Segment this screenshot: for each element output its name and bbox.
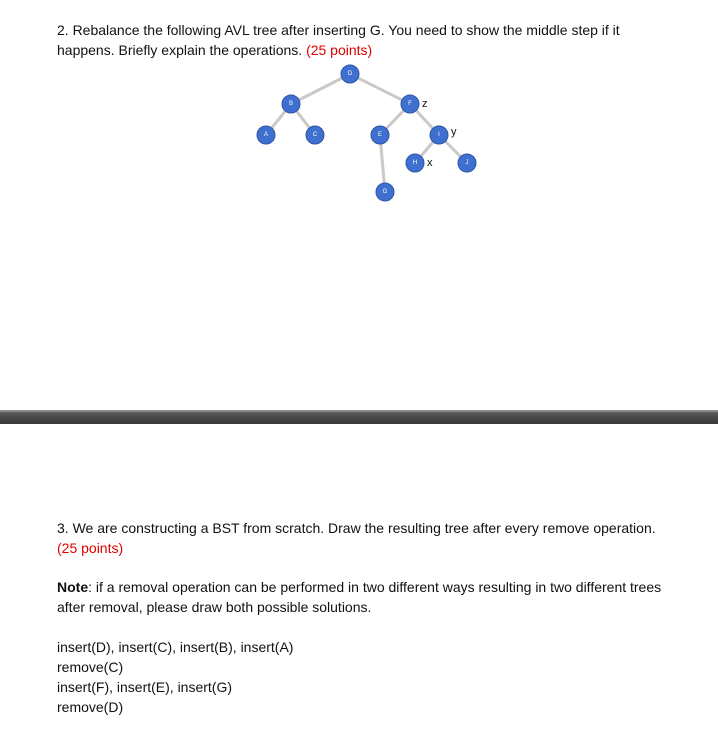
tree-node-label: I bbox=[438, 132, 440, 138]
tree-node-C bbox=[306, 126, 324, 144]
note-paragraph bbox=[57, 577, 677, 617]
question-2-points: (25 points) bbox=[306, 42, 373, 58]
operation-line-2: remove(C) bbox=[57, 659, 124, 675]
tree-node-label: H bbox=[412, 160, 418, 166]
tree-node-J bbox=[458, 154, 476, 172]
tree-node-label: J bbox=[465, 160, 469, 166]
question-3-text: 3. We are constructing a BST from scratch. Draw the resulting tree after every remove operation. bbox=[57, 520, 656, 536]
tree-node-E bbox=[371, 126, 389, 144]
tree-node-F bbox=[401, 95, 419, 113]
avl-tree-diagram bbox=[0, 0, 718, 230]
tree-node-B bbox=[282, 95, 300, 113]
tree-node-label: G bbox=[382, 189, 388, 195]
tree-node-I bbox=[430, 126, 448, 144]
section-divider-highlight bbox=[0, 410, 718, 412]
tree-node-A bbox=[257, 126, 275, 144]
tree-node-G bbox=[376, 183, 394, 201]
tree-node-D bbox=[341, 65, 359, 83]
operation-line-1: insert(D), insert(C), insert(B), insert(A) bbox=[57, 639, 294, 655]
tree-annotation-x: x bbox=[427, 157, 433, 169]
question-2-text: 2. Rebalance the following AVL tree after inserting G. You need to show the middle step if it happens. Briefly explain the operations. bbox=[57, 22, 620, 58]
tree-node-label: D bbox=[347, 71, 353, 77]
section-divider bbox=[0, 410, 718, 424]
note-text: : if a removal operation can be performed in two different ways resulting in two different trees after removal, please draw both possible solutions. bbox=[57, 579, 662, 615]
tree-node-label: E bbox=[377, 132, 383, 138]
tree-node-label: B bbox=[288, 101, 294, 107]
tree-edge-D-F bbox=[350, 74, 410, 104]
tree-node-label: A bbox=[263, 132, 269, 138]
tree-node-label: C bbox=[312, 132, 318, 138]
operation-line-3: insert(F), insert(E), insert(G) bbox=[57, 679, 233, 695]
tree-edge-D-B bbox=[291, 74, 350, 104]
question-3-points: (25 points) bbox=[57, 540, 124, 556]
tree-node-label: F bbox=[408, 101, 412, 107]
tree-annotation-z: z bbox=[422, 98, 428, 110]
question-3-prompt bbox=[57, 518, 677, 558]
operations-list bbox=[57, 637, 293, 717]
operation-line-4: remove(D) bbox=[57, 699, 124, 715]
tree-annotation-y: y bbox=[451, 126, 457, 138]
tree-node-H bbox=[406, 154, 424, 172]
note-label: Note bbox=[57, 579, 89, 595]
